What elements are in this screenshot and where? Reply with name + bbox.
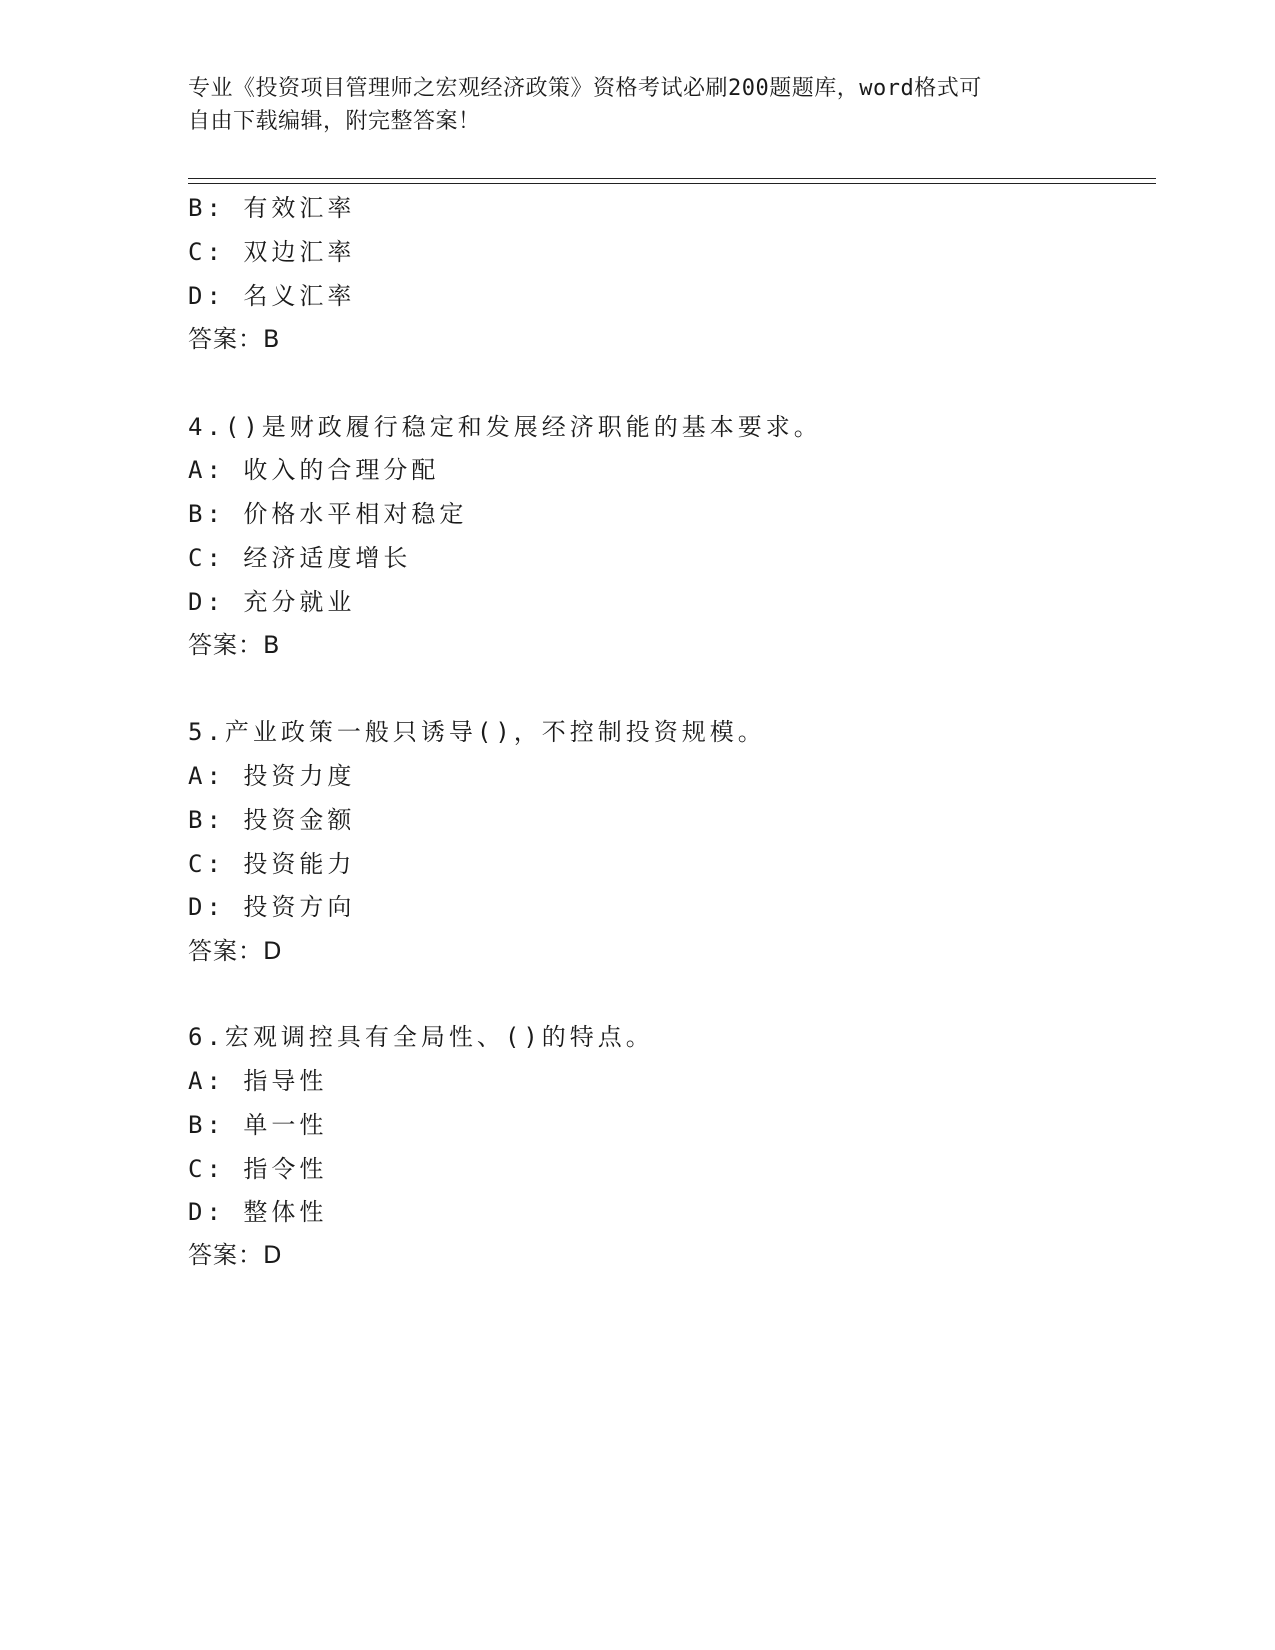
q3-option-c: C: 双边汇率	[188, 238, 356, 266]
document-header	[188, 72, 1068, 138]
header-divider-bottom	[188, 183, 1156, 184]
q5-option-d: D: 投资方向	[188, 893, 356, 921]
q6-option-d: D: 整体性	[188, 1198, 328, 1226]
q4-option-a: A: 收入的合理分配	[188, 456, 440, 484]
q6-option-c: C: 指令性	[188, 1155, 328, 1183]
q5-option-a: A: 投资力度	[188, 762, 356, 790]
q3-option-d: D: 名义汇率	[188, 282, 356, 310]
header-divider-top	[188, 178, 1156, 179]
q5-question: 5.产业政策一般只诱导()，不控制投资规模。	[188, 718, 766, 746]
q5-option-c: C: 投资能力	[188, 850, 356, 878]
q3-answer: 答案：B	[188, 325, 281, 353]
q5-option-b: B: 投资金额	[188, 806, 356, 834]
q4-option-b: B: 价格水平相对稳定	[188, 500, 468, 528]
q6-option-b: B: 单一性	[188, 1111, 328, 1139]
q4-option-c: C: 经济适度增长	[188, 544, 412, 572]
q6-option-a: A: 指导性	[188, 1067, 328, 1095]
q4-question: 4.()是财政履行稳定和发展经济职能的基本要求。	[188, 413, 822, 441]
header-line-2: 自由下载编辑，附完整答案！	[188, 109, 481, 134]
q3-option-b: B: 有效汇率	[188, 194, 356, 222]
q4-option-d: D: 充分就业	[188, 588, 356, 616]
header-line-1: 专业《投资项目管理师之宏观经济政策》资格考试必刷200题题库，word格式可	[188, 76, 982, 101]
q5-answer: 答案：D	[188, 937, 283, 965]
q6-question: 6.宏观调控具有全局性、()的特点。	[188, 1023, 654, 1051]
q6-answer: 答案：D	[188, 1241, 283, 1269]
q4-answer: 答案：B	[188, 631, 281, 659]
